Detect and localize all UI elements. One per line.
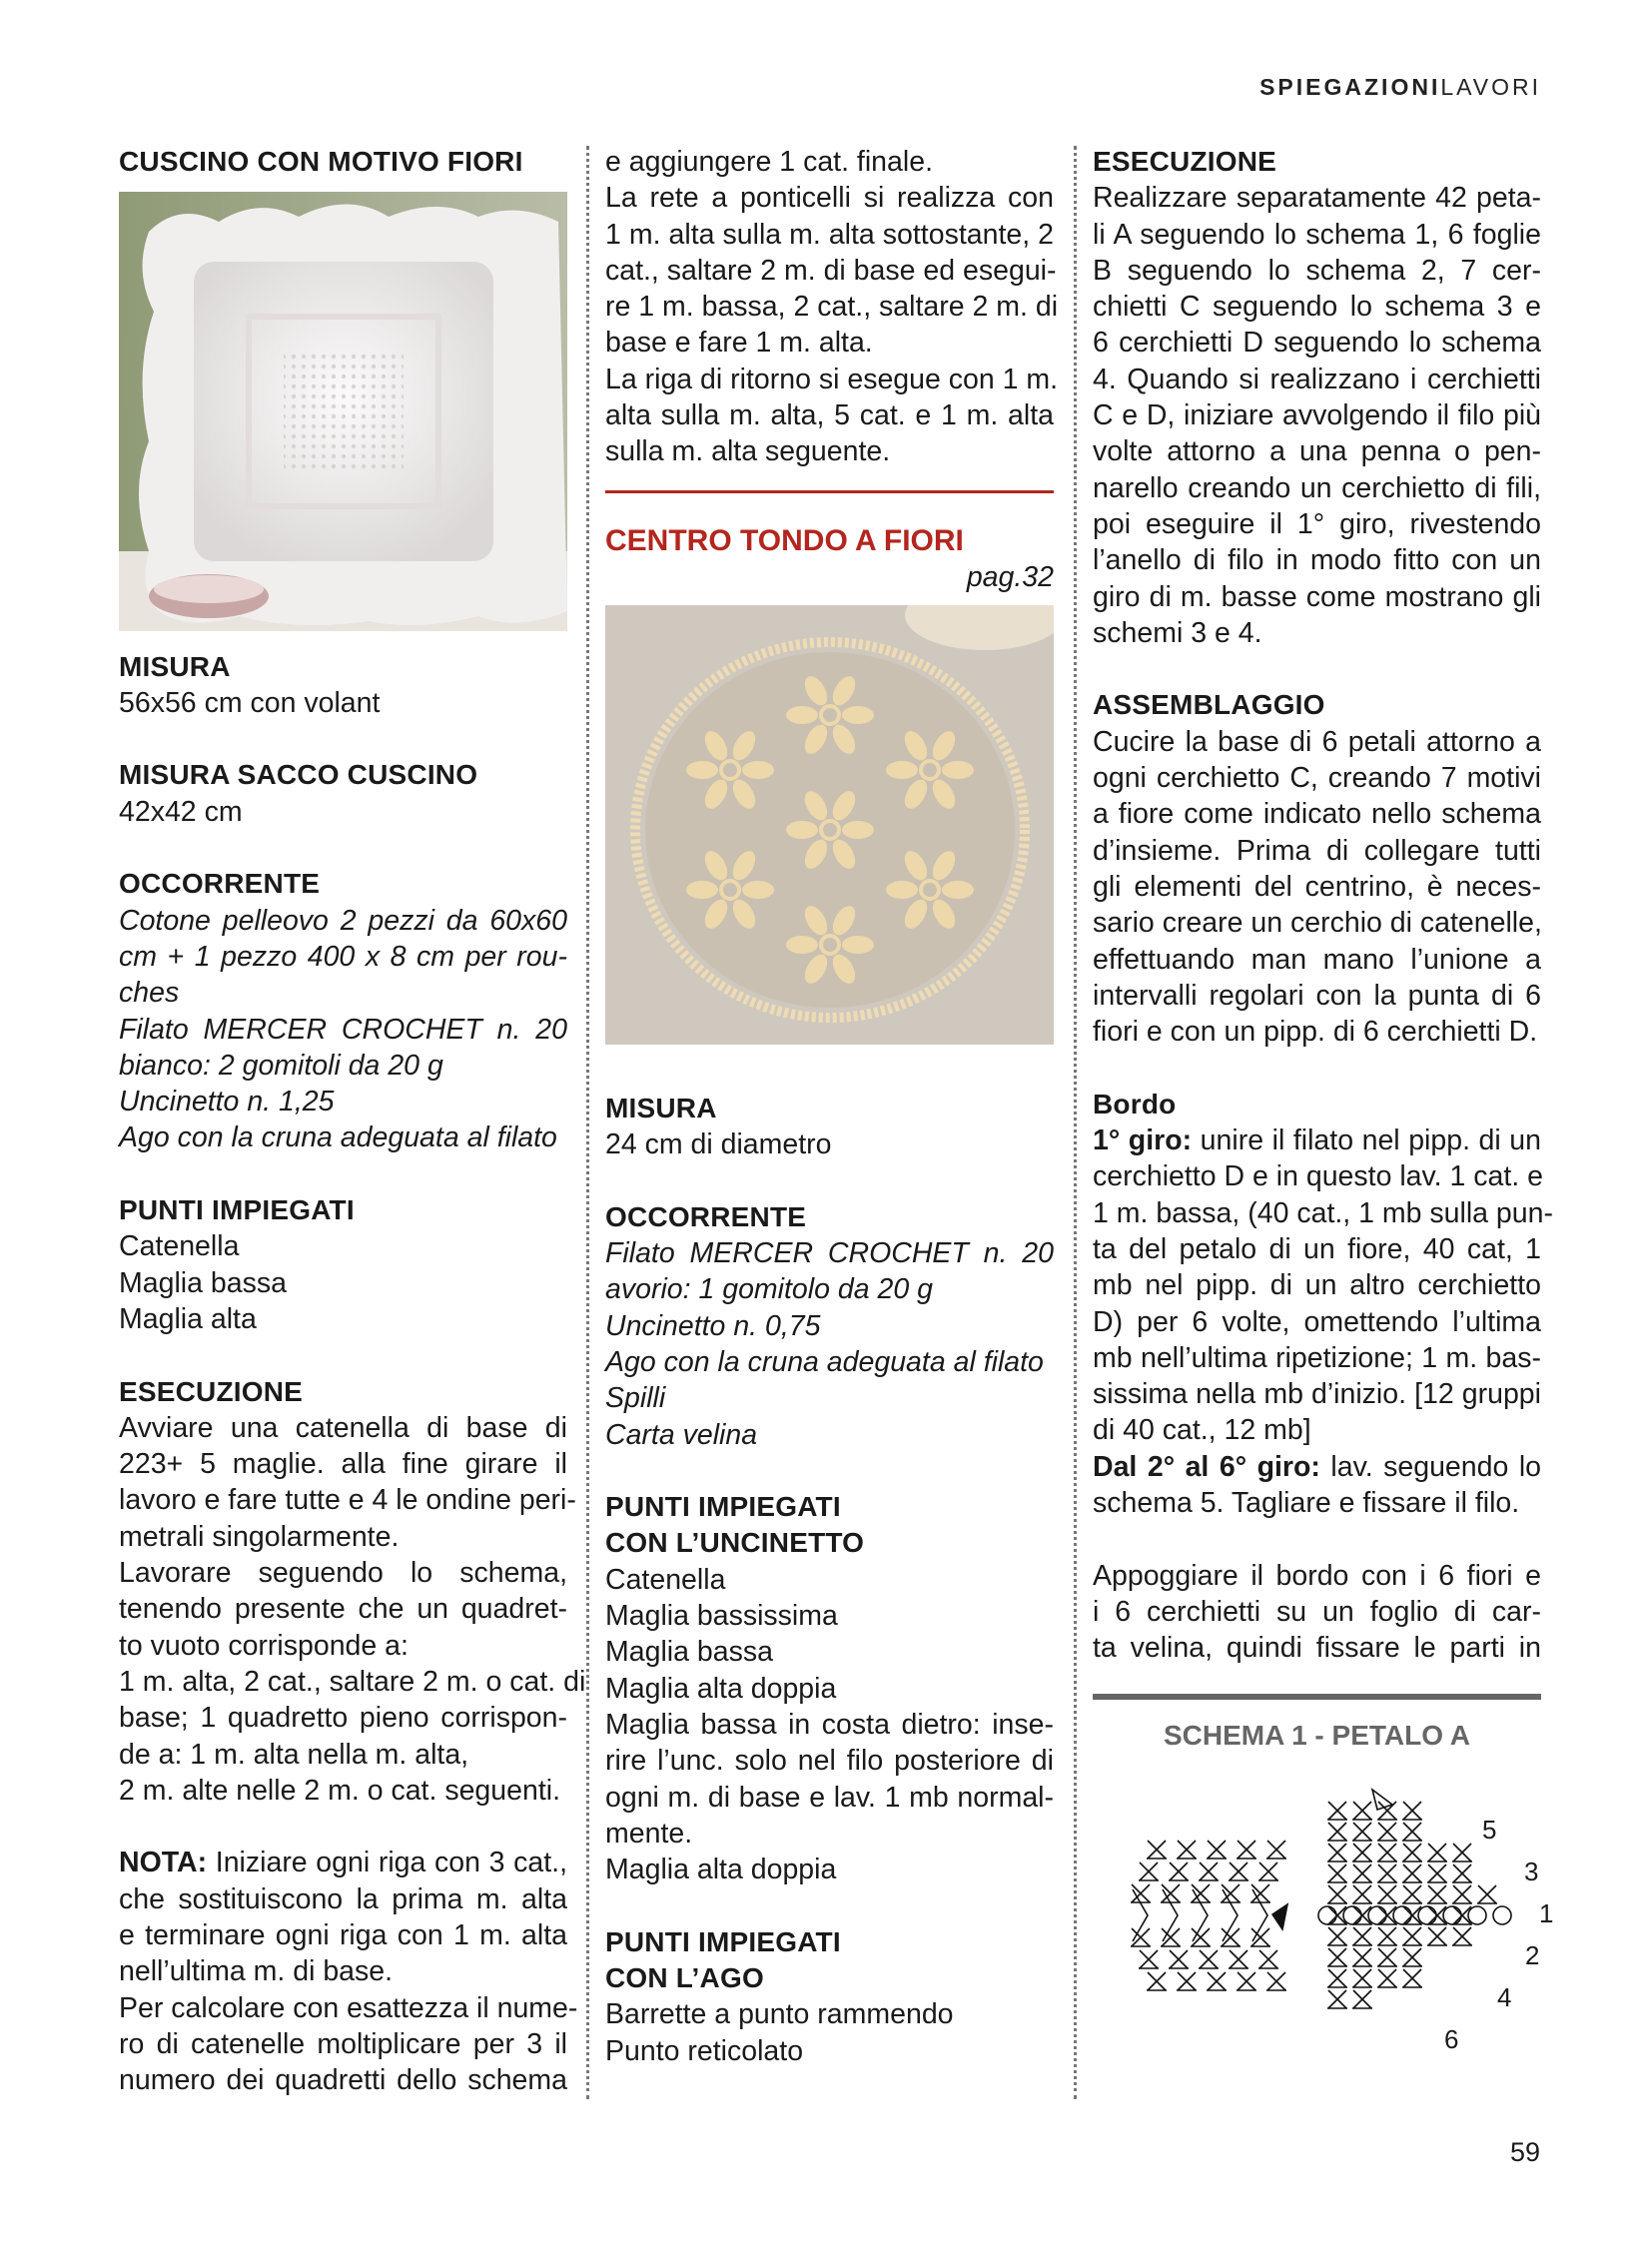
line-text: lav. seguendo lo — [1319, 1450, 1542, 1483]
line-text: schemi 3 e 4. — [1093, 616, 1262, 649]
text-line — [1093, 397, 1541, 433]
line-text: i 6 cerchietti su un foglio di car- — [1093, 1595, 1541, 1628]
line-text: 24 cm di diametro — [605, 1128, 832, 1161]
line-text: Ago con la cruna adeguata al filato — [119, 1121, 557, 1154]
line-text: Maglia alta — [119, 1302, 257, 1335]
line-text: mb nel pipp. di un altro cerchietto — [1093, 1269, 1541, 1302]
spacer — [605, 1887, 1054, 1923]
text-line — [1093, 325, 1541, 361]
text-line — [605, 1852, 1054, 1887]
column-3 — [1093, 144, 1554, 2073]
text-line — [605, 433, 1054, 469]
line-text: che sostituiscono la prima m. alta — [119, 1882, 567, 1915]
text-line — [605, 2033, 1054, 2069]
line-text: to vuoto corrisponde a: — [119, 1629, 409, 1662]
text-line — [1093, 724, 1541, 760]
bold-lead: Dal 2° al 6° giro: — [1093, 1450, 1320, 1483]
section-heading: PUNTI IMPIEGATI — [605, 1925, 841, 1957]
line-text: base e fare 1 m. alta. — [605, 327, 873, 360]
line-text: fiori e con un pipp. di 6 cerchietti D. — [1093, 1016, 1538, 1049]
line-text: d’insieme. Prima di collegare tutti — [1093, 834, 1541, 867]
text-line — [605, 289, 1059, 325]
text-line — [119, 2062, 567, 2098]
paragraph — [119, 1845, 567, 1989]
spacer — [605, 1055, 1054, 1091]
paragraph — [605, 1235, 1054, 1308]
text-line — [1093, 506, 1541, 542]
text-line — [119, 1628, 567, 1664]
column-1 — [119, 144, 586, 2098]
paragraph — [605, 1562, 1054, 1598]
line-text: Catenella — [119, 1230, 240, 1263]
text-line — [119, 1591, 567, 1627]
text-line — [605, 217, 1054, 253]
line-text: Iniziare ogni riga con 3 cat., — [207, 1847, 567, 1879]
text-line — [1093, 470, 1541, 506]
text-line — [1093, 180, 1541, 216]
spacer — [1093, 651, 1541, 687]
text-line — [605, 1634, 1054, 1670]
paragraph — [605, 1707, 1054, 1852]
line-text: Filato MERCER CROCHET n. 20 — [119, 1013, 567, 1046]
text-line — [119, 1953, 567, 1989]
text-line — [119, 1301, 567, 1337]
paragraph — [605, 1417, 1054, 1453]
text-line — [605, 397, 1054, 433]
doily-photo — [605, 605, 1054, 1054]
text-line — [119, 1737, 567, 1773]
section-heading: PUNTI IMPIEGATI — [605, 1491, 841, 1523]
text-line — [605, 1271, 1054, 1307]
text-line — [1093, 253, 1541, 289]
line-text: sissima nella mb d’inizio. [12 gruppi — [1093, 1378, 1541, 1411]
text-line — [119, 1048, 567, 1084]
line-text: base; 1 quadretto pieno corrispon- — [119, 1702, 567, 1735]
text-line — [605, 362, 1059, 397]
paragraph — [119, 794, 567, 830]
text-line — [605, 325, 1054, 361]
section-heading: CUSCINO CON MOTIVO FIORI — [119, 146, 523, 177]
spacer — [605, 1162, 1054, 1198]
line-text: mb nell’ultima ripetizione; 1 m. bas- — [1093, 1341, 1541, 1374]
grey-divider — [1093, 1694, 1541, 1700]
line-text: Lavorare seguendo lo schema, — [119, 1557, 567, 1590]
crochet-diagram-petal-a — [1093, 1765, 1554, 2073]
paragraph — [119, 1301, 567, 1337]
line-text: e aggiungere 1 cat. finale. — [605, 146, 933, 178]
line-text: unire il filato nel pipp. di un — [1192, 1124, 1541, 1157]
text-line — [605, 1780, 1054, 1816]
line-text: 2 m. alte nelle 2 m. o cat. seguenti. — [119, 1774, 560, 1807]
line-text: poi eseguire il 1° giro, rivestendo — [1093, 507, 1541, 540]
paragraph — [119, 1990, 578, 2099]
paragraph — [605, 180, 1059, 361]
column-divider — [586, 146, 589, 2099]
pillow-photo — [119, 192, 567, 640]
line-text: ogni m. di base e lav. 1 mb normal- — [605, 1781, 1054, 1814]
section-heading: MISURA — [119, 650, 231, 682]
line-text: narello creando un cerchietto di fili, — [1093, 471, 1541, 504]
line-text: tenendo presente che un quadret- — [119, 1593, 567, 1626]
section-heading: CON L’AGO — [605, 1961, 764, 1993]
line-text: Catenella — [605, 1563, 726, 1596]
line-text: Avviare una catenella di base di — [119, 1411, 567, 1444]
line-text: l’anello di filo in modo fitto con un — [1093, 544, 1541, 577]
line-text: intervalli regolari con la punta di 6 — [1093, 979, 1541, 1012]
text-line — [1093, 362, 1541, 397]
text-line — [119, 1084, 567, 1120]
section-heading: OCCORRENTE — [119, 868, 321, 900]
text-line — [1093, 905, 1541, 941]
section-heading: MISURA SACCO CUSCINO — [119, 759, 478, 791]
paragraph — [119, 1012, 567, 1085]
line-text: di 40 cat., 12 mb] — [1093, 1414, 1311, 1447]
line-text: cerchietto D e in questo lav. 1 cat. e — [1093, 1160, 1543, 1193]
row-number-label: 5 — [1482, 1814, 1497, 1845]
line-text: Filato MERCER CROCHET n. 20 — [605, 1237, 1054, 1270]
line-text: de a: 1 m. alta nella m. alta, — [119, 1738, 469, 1771]
line-text: schema 5. Tagliare e fissare il filo. — [1093, 1486, 1520, 1519]
text-line — [119, 1664, 586, 1700]
paragraph — [605, 1598, 1054, 1634]
diagram-title: SCHEMA 1 - PETALO A — [1164, 1720, 1470, 1752]
text-line — [1093, 760, 1541, 796]
section-heading: CON L’UNCINETTO — [605, 1527, 865, 1559]
text-line — [605, 1598, 1054, 1634]
line-text: ogni cerchietto C, creando 7 motivi — [1093, 762, 1541, 795]
line-text: re 1 m. bassa, 2 cat., saltare 2 m. di — [605, 291, 1059, 324]
text-line — [119, 1845, 567, 1880]
line-text: ches — [119, 977, 180, 1010]
line-text: mente. — [605, 1817, 693, 1850]
text-line — [1093, 1195, 1553, 1231]
paragraph — [605, 1308, 1054, 1344]
line-text: Realizzare separatamente 42 peta- — [1093, 182, 1541, 215]
line-text: 223+ 5 maglie. alla fine girare il — [119, 1448, 567, 1481]
line-text: Maglia bassa — [605, 1636, 773, 1669]
text-line — [119, 1917, 567, 1953]
line-text: li A seguendo lo schema 1, 6 foglie — [1093, 218, 1541, 251]
line-text: metrali singolarmente. — [119, 1520, 400, 1553]
section-heading: OCCORRENTE — [605, 1200, 807, 1232]
line-text: cm + 1 pezzo 400 x 8 cm per rou- — [119, 940, 567, 973]
text-line — [605, 1671, 1054, 1707]
line-text: nell’ultima m. di base. — [119, 1955, 394, 1988]
text-line — [1093, 615, 1541, 651]
paragraph — [1093, 180, 1541, 651]
text-line — [1093, 1558, 1541, 1594]
page-reference: pag.32 — [966, 560, 1054, 593]
paragraph — [119, 1265, 567, 1301]
paragraph — [119, 1084, 567, 1120]
line-text: alta sulla m. alta, 5 cat. e 1 m. alta — [605, 399, 1054, 432]
text-line — [605, 1235, 1054, 1271]
text-line — [119, 903, 567, 939]
row-number-label: 1 — [1539, 1897, 1554, 1928]
line-text: Punto reticolato — [605, 2034, 804, 2067]
text-line — [1093, 1014, 1541, 1050]
line-text: C e D, iniziare avvolgendo il filo più — [1093, 399, 1541, 432]
line-text: ro di catenelle moltiplicare per 3 il — [119, 2027, 567, 2060]
text-line — [119, 685, 567, 721]
text-line — [605, 1380, 1054, 1416]
text-line — [605, 1344, 1054, 1380]
line-text: 1 m. bassa, (40 cat., 1 mb sulla pun- — [1093, 1196, 1553, 1229]
line-text: cat., saltare 2 m. di base ed esegui- — [605, 254, 1057, 287]
line-text: ta del petalo di un fiore, 40 cat, 1 — [1093, 1232, 1541, 1265]
text-line — [605, 1417, 1054, 1453]
text-line — [605, 1996, 1054, 2032]
paragraph — [119, 685, 567, 721]
text-line — [1093, 942, 1541, 978]
row-number-label: 2 — [1525, 1939, 1540, 1970]
paragraph — [1093, 724, 1541, 1051]
section-heading: ESECUZIONE — [1093, 146, 1277, 177]
line-text: Uncinetto n. 0,75 — [605, 1309, 821, 1342]
line-text: giro di m. basse come mostrano gli — [1093, 580, 1541, 613]
spacer — [119, 721, 567, 757]
line-text: sulla m. alta seguente. — [605, 435, 891, 468]
text-line — [1093, 1449, 1541, 1485]
line-text: B seguendo lo schema 2, 7 cer- — [1093, 254, 1541, 287]
spacer — [119, 830, 567, 866]
section-name-bold: SPIEGAZIONI — [1259, 74, 1441, 100]
text-line — [1093, 796, 1541, 832]
paragraph — [119, 903, 567, 1012]
text-line — [119, 1410, 567, 1446]
paragraph — [605, 1852, 1054, 1887]
text-line — [605, 1126, 1054, 1162]
text-line — [119, 1120, 567, 1155]
line-text: lavoro e fare tutte e 4 le ondine peri- — [119, 1484, 576, 1517]
text-line — [1093, 542, 1541, 578]
line-text: rire l’unc. solo nel filo posteriore di — [605, 1745, 1054, 1778]
paragraph — [605, 1671, 1054, 1707]
column-2 — [605, 144, 1059, 2069]
section-header — [1259, 74, 1541, 101]
text-line — [119, 1482, 576, 1518]
text-line — [1093, 1630, 1541, 1666]
paragraph — [605, 362, 1059, 470]
paragraph — [1093, 1122, 1553, 1449]
text-line — [1093, 833, 1541, 869]
text-line — [1093, 289, 1541, 325]
text-line — [1093, 978, 1541, 1014]
text-line — [605, 1562, 1054, 1598]
line-text: avorio: 1 gomitolo da 20 g — [605, 1273, 933, 1306]
text-line — [1093, 1594, 1541, 1630]
line-text: Per calcolare con esattezza il nume- — [119, 1991, 578, 2024]
paragraph — [605, 2033, 1054, 2069]
text-line — [605, 1743, 1054, 1779]
line-text: 56x56 cm con volant — [119, 686, 381, 719]
spacer — [605, 1453, 1054, 1489]
red-divider — [605, 490, 1054, 493]
text-line — [1093, 433, 1541, 469]
column-divider — [1074, 146, 1077, 2099]
text-line — [119, 1990, 578, 2026]
paragraph — [605, 1996, 1054, 2032]
text-line — [119, 794, 567, 830]
paragraph — [119, 1120, 567, 1155]
line-text: volte attorno a una penna o pen- — [1093, 435, 1541, 468]
paragraph — [119, 1555, 567, 1664]
spacer — [119, 1337, 567, 1373]
line-text: Uncinetto n. 1,25 — [119, 1086, 335, 1119]
text-line — [1093, 1340, 1541, 1376]
line-text: 42x42 cm — [119, 795, 243, 828]
line-text: D) per 6 volte, omettendo l’ultima — [1093, 1305, 1541, 1338]
text-line — [119, 1881, 567, 1917]
text-line — [119, 1773, 567, 1809]
line-text: 6 cerchietti D seguendo lo schema — [1093, 327, 1541, 360]
line-text: Maglia bassa in costa dietro: inse- — [605, 1708, 1054, 1741]
line-text: Appoggiare il bordo con i 6 fiori e — [1093, 1559, 1541, 1592]
line-text: La rete a ponticelli si realizza con — [605, 182, 1054, 215]
line-text: sario creare un cerchio di catenelle, — [1093, 907, 1542, 940]
text-line — [605, 1816, 1054, 1852]
line-text: Maglia bassissima — [605, 1600, 838, 1633]
section-heading: PUNTI IMPIEGATI — [119, 1194, 355, 1226]
text-line — [119, 1265, 567, 1301]
text-line — [1093, 1376, 1541, 1412]
text-line — [1093, 1485, 1541, 1521]
section-heading: ASSEMBLAGGIO — [1093, 689, 1325, 721]
text-line — [1093, 579, 1541, 615]
line-text: effettuando man mano l’unione a — [1093, 943, 1541, 976]
paragraph — [605, 1634, 1054, 1670]
line-text: numero dei quadretti dello schema — [119, 2064, 567, 2097]
page-number: 59 — [1510, 2137, 1541, 2167]
section-heading: Bordo — [1093, 1088, 1177, 1120]
line-text: chietti C seguendo lo schema 3 e — [1093, 291, 1541, 324]
line-text: gli elementi del centrino, è neces- — [1093, 870, 1541, 903]
text-line — [1093, 1267, 1541, 1303]
line-text: Maglia alta doppia — [605, 1672, 837, 1705]
article-title: CENTRO TONDO A FIORI — [605, 523, 964, 557]
text-line — [1093, 869, 1541, 905]
paragraph — [119, 1773, 567, 1809]
paragraph — [1093, 1449, 1541, 1522]
text-line — [119, 1228, 567, 1264]
section-name: LAVORI — [1440, 74, 1541, 100]
text-line — [119, 1700, 567, 1736]
text-line — [1093, 1231, 1541, 1267]
line-text: 1 m. alta, 2 cat., saltare 2 m. o cat. di — [119, 1665, 586, 1698]
text-line — [605, 144, 1054, 180]
bold-lead: 1° giro: — [1093, 1124, 1193, 1157]
text-line — [1093, 1412, 1541, 1448]
text-line — [119, 1446, 567, 1482]
paragraph — [119, 1664, 586, 1773]
text-line — [1093, 1158, 1541, 1194]
line-text: 4. Quando si realizzano i cerchietti — [1093, 363, 1541, 395]
text-line — [119, 1012, 567, 1048]
text-line — [119, 2026, 567, 2062]
paragraph — [119, 1410, 576, 1555]
text-line — [605, 180, 1054, 216]
paragraph — [605, 1344, 1054, 1380]
bold-lead: NOTA: — [119, 1847, 208, 1879]
text-line — [119, 1519, 567, 1555]
paragraph — [605, 1126, 1054, 1162]
section-heading: ESECUZIONE — [119, 1375, 304, 1407]
row-number-label: 6 — [1444, 2023, 1459, 2054]
text-line — [119, 975, 567, 1011]
line-text: Maglia bassa — [119, 1266, 287, 1299]
line-text: Spilli — [605, 1382, 666, 1415]
line-text: Cotone pelleovo 2 pezzi da 60x60 — [119, 904, 567, 937]
text-line — [605, 1308, 1054, 1344]
line-text: bianco: 2 gomitoli da 20 g — [119, 1049, 443, 1082]
line-text: Ago con la cruna adeguata al filato — [605, 1345, 1044, 1378]
line-text: Cucire la base di 6 petali attorno a — [1093, 725, 1541, 758]
row-number-label: 3 — [1524, 1856, 1539, 1886]
text-line — [119, 1555, 567, 1591]
spacer — [1093, 1050, 1541, 1086]
text-line — [1093, 1122, 1541, 1158]
line-text: Maglia alta doppia — [605, 1854, 837, 1886]
line-text: e terminare ogni riga con 1 m. alta — [119, 1918, 567, 1951]
row-number-label: 4 — [1497, 1981, 1512, 2012]
line-text: Barrette a punto rammendo — [605, 1998, 954, 2031]
spacer — [119, 1156, 567, 1192]
text-line — [1093, 1304, 1541, 1340]
paragraph — [119, 1228, 567, 1264]
line-text: La riga di ritorno si esegue con 1 m. — [605, 363, 1059, 395]
spacer — [119, 1809, 567, 1845]
spacer — [1093, 1521, 1541, 1557]
paragraph — [1093, 1558, 1541, 1667]
paragraph — [605, 1380, 1054, 1416]
line-text: 1 m. alta sulla m. alta sottostante, 2 — [605, 218, 1054, 251]
section-heading: MISURA — [605, 1092, 717, 1123]
text-line — [1093, 217, 1541, 253]
line-text: Carta velina — [605, 1418, 758, 1451]
line-text: ta velina, quindi fissare le parti in — [1093, 1632, 1541, 1665]
text-line — [605, 253, 1057, 289]
text-line — [605, 1707, 1054, 1743]
text-line — [119, 939, 567, 975]
paragraph — [605, 144, 1054, 180]
line-text: a fiore come indicato nello schema — [1093, 798, 1541, 831]
